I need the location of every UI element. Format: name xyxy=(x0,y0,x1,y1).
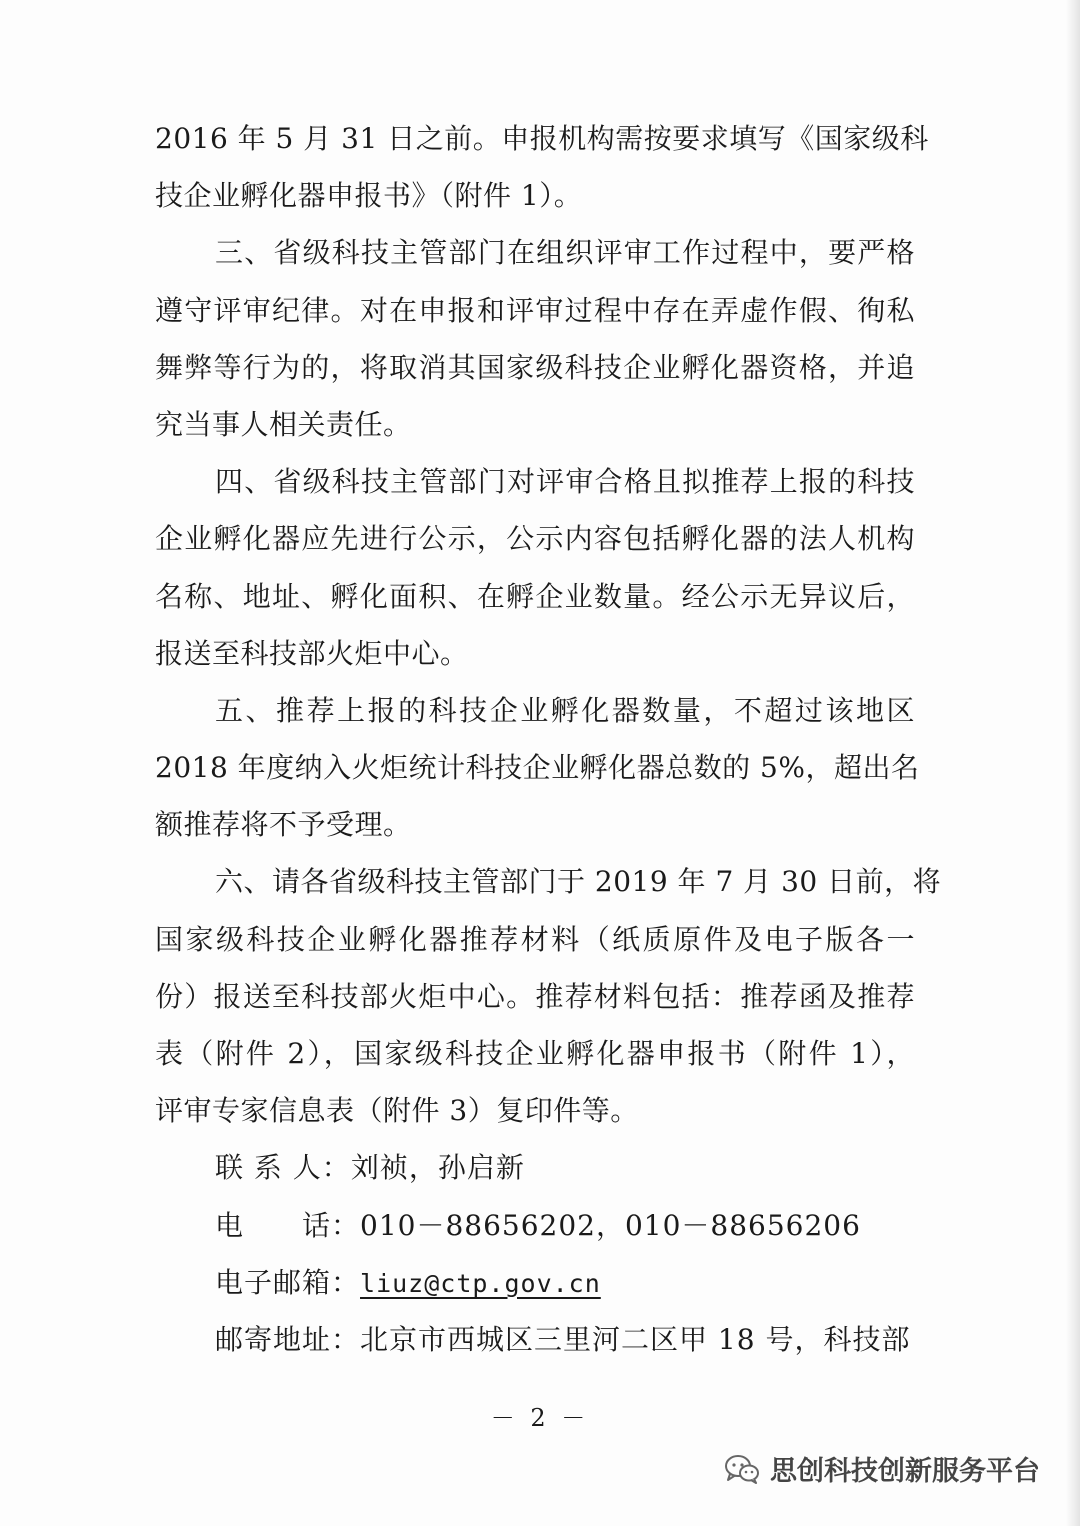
watermark-text: 思创科技创新服务平台 xyxy=(770,1456,1040,1487)
contact-address-value: 北京市西城区三里河二区甲 18 号，科技部 xyxy=(360,1322,911,1356)
body-line: 六、请各省级科技主管部门于 2019 年 7 月 30 日前，将 xyxy=(215,865,942,899)
contact-person-value: 刘祯，孙启新 xyxy=(350,1151,525,1185)
page-number: － 2 － xyxy=(490,1404,590,1432)
contact-phone-value: 010－88656202，010－88656206 xyxy=(360,1208,861,1242)
body-line: 名称、地址、孵化面积、在孵企业数量。经公示无异议后， xyxy=(155,579,915,613)
body-line: 三、省级科技主管部门在组织评审工作过程中，要严格 xyxy=(215,236,915,270)
body-line: 评审专家信息表（附件 3）复印件等。 xyxy=(155,1094,639,1128)
contact-person-label: 联 系 人： xyxy=(215,1151,351,1185)
document-body xyxy=(155,110,942,1368)
body-line: 遵守评审纪律。对在申报和评审过程中存在弄虚作假、徇私 xyxy=(155,293,915,327)
contact-address-label: 邮寄地址： xyxy=(215,1322,361,1356)
body-line: 表（附件 2），国家级科技企业孵化器申报书（附件 1）， xyxy=(155,1037,915,1070)
body-line: 2018 年度纳入火炬统计科技企业孵化器总数的 5%，超出名 xyxy=(155,751,920,785)
contact-phone-label: 电 话： xyxy=(215,1208,361,1242)
contact-address-row xyxy=(155,1311,915,1368)
body-line: 国家级科技企业孵化器推荐材料（纸质原件及电子版各一 xyxy=(155,922,915,956)
contact-email-link[interactable]: liuz@ctp.gov.cn xyxy=(360,1268,601,1298)
contact-phone-row xyxy=(155,1197,915,1254)
wechat-icon xyxy=(724,1454,760,1484)
contact-email-label: 电子邮箱： xyxy=(215,1265,361,1299)
body-line: 份）报送至科技部火炬中心。推荐材料包括：推荐函及推荐 xyxy=(155,979,915,1013)
contact-email-row xyxy=(155,1254,915,1311)
body-line: 企业孵化器应先进行公示，公示内容包括孵化器的法人机构 xyxy=(155,522,915,556)
body-line: 舞弊等行为的，将取消其国家级科技企业孵化器资格，并追 xyxy=(155,350,915,384)
body-line: 2016 年 5 月 31 日之前。申报机构需按要求填写《国家级科 xyxy=(155,122,929,155)
watermark xyxy=(724,1449,1040,1488)
body-line: 究当事人相关责任。 xyxy=(155,407,412,441)
contact-person-row xyxy=(155,1139,915,1196)
body-line: 额推荐将不予受理。 xyxy=(155,808,412,842)
body-line: 四、省级科技主管部门对评审合格且拟推荐上报的科技 xyxy=(215,465,915,499)
body-line: 技企业孵化器申报书》（附件 1）。 xyxy=(155,179,583,213)
body-line: 五、推荐上报的科技企业孵化器数量，不超过该地区 xyxy=(215,693,915,727)
body-line: 报送至科技部火炬中心。 xyxy=(155,636,469,670)
page-edge-shadow xyxy=(1066,0,1080,1526)
